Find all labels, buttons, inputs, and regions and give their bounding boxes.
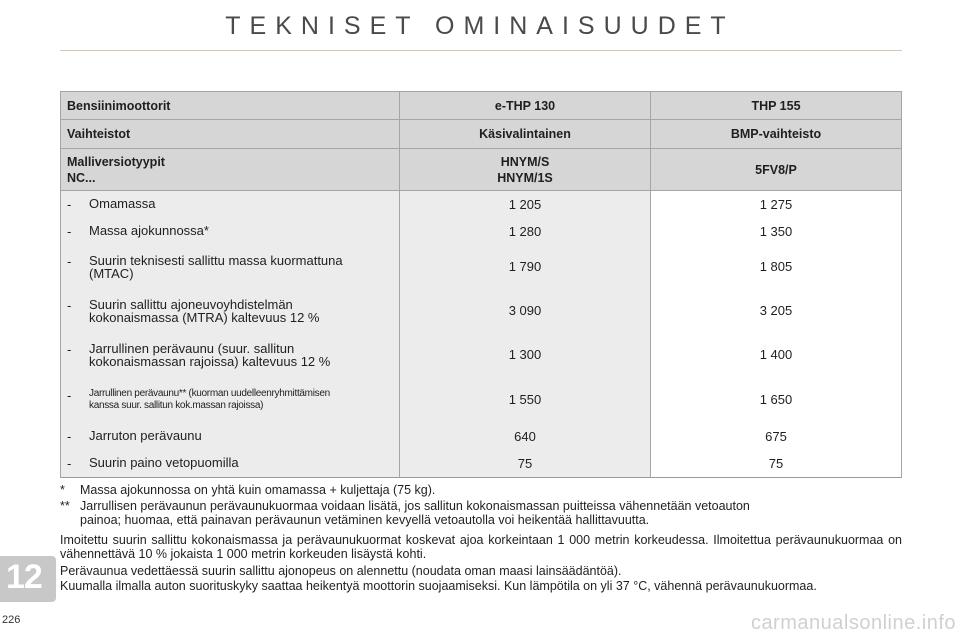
header-col-2 [651, 92, 902, 120]
value-thp155: 1 400 [651, 333, 902, 377]
row-dash: - [67, 253, 72, 269]
title-divider [60, 50, 902, 51]
row-label-cell [61, 289, 400, 333]
row-dash: - [67, 428, 72, 444]
row-label-line: Suurin sallittu ajoneuvoyhdistelmän [89, 296, 293, 312]
row-label-line: Massa ajokunnossa* [89, 223, 209, 238]
table-row [61, 245, 902, 289]
chapter-tab [0, 556, 56, 602]
paragraph-hot-weather: Kuumalla ilmalla auton suorituskyky saattaa heikentyä moottorin suojaamiseksi. Kun lämpötila on yli 37 °C, vähennä perävaunukuormaa. [60, 579, 817, 593]
value-ethp130: 640 [400, 423, 651, 450]
table-row [61, 333, 902, 377]
value-ethp130: 1 300 [400, 333, 651, 377]
value-thp155: 75 [651, 450, 902, 478]
row-label-line: Jarrullinen perävaunu** (kuorman uudelleenryhmittämisen [89, 387, 330, 399]
footnote-2 [60, 499, 902, 527]
row-label-line: Omamassa [89, 196, 156, 212]
table-row [61, 219, 902, 245]
row-label-line: kokonaismassan rajoissa) kaltevuus 12 % [89, 353, 331, 369]
row-dash: - [67, 341, 72, 357]
table-row [61, 450, 902, 478]
header-label [61, 149, 400, 191]
table-row [61, 377, 902, 423]
row-label-cell [61, 450, 400, 478]
row-label-line: Jarrullinen perävaunu (suur. sallitun [89, 340, 295, 356]
value-ethp130: 75 [400, 450, 651, 478]
footnote-1 [60, 483, 902, 497]
row-dash: - [67, 197, 72, 213]
header-col-2 [651, 149, 902, 191]
header-col-1-line: HNYM/1S [497, 170, 553, 185]
footnote-1-text: Massa ajokunnossa on yhtä kuin omamassa + kuljettaja (75 kg). [80, 483, 436, 497]
header-label [61, 92, 400, 120]
row-label-cell [61, 245, 400, 289]
value-ethp130: 1 205 [400, 191, 651, 219]
page-number: 226 [2, 614, 21, 626]
table-header-row [61, 92, 902, 120]
value-ethp130: 1 550 [400, 377, 651, 423]
row-label-cell [61, 333, 400, 377]
footnote-2-line-2: painoa; huomaa, että painavan perävaunun vetäminen kevyellä vetoautolla voi heikentää hallittavuutta. [80, 513, 650, 527]
row-dash: - [67, 297, 72, 313]
value-thp155: 1 650 [651, 377, 902, 423]
value-thp155: 3 205 [651, 289, 902, 333]
table-header-row [61, 120, 902, 149]
header-col-2 [651, 120, 902, 149]
header-label-line: Malliversiotyypit [67, 154, 165, 169]
row-label-cell [61, 191, 400, 219]
value-thp155: 675 [651, 423, 902, 450]
row-label-cell [61, 219, 400, 245]
value-thp155: 1 350 [651, 219, 902, 245]
header-col-1 [400, 120, 651, 149]
header-label-line: Vaihteistot [67, 127, 131, 141]
table-row [61, 191, 902, 219]
row-label-line: kokonaismassa (MTRA) kaltevuus 12 % [89, 309, 320, 325]
row-label-line: (MTAC) [89, 265, 134, 281]
row-label-cell [61, 423, 400, 450]
value-ethp130: 3 090 [400, 289, 651, 333]
footnote-2-mark: ** [60, 499, 70, 513]
row-dash: - [67, 455, 72, 471]
row-dash: - [67, 387, 72, 403]
paragraph-altitude: Imoitettu suurin sallittu kokonaismassa ja perävaunukuormat koskevat ajoa korkeintaan 1 000 metrin korkeudessa. Ilmoitettua perävaunukuormaa on vähennettävä 10 % jokaista 1 000 metrin korkeuden lisäystä kohti. [60, 533, 902, 561]
header-label-line: NC... [67, 170, 96, 185]
table-row [61, 289, 902, 333]
row-label-line: Suurin teknisesti sallittu massa kuormattuna [89, 252, 343, 268]
footnote-2-line-1: Jarrullisen perävaunun perävaunukuormaa voidaan lisätä, jos sallitun kokonaismassan puitteissa vähennetään vetoauton [80, 499, 750, 513]
header-col-2-line: 5FV8/P [755, 162, 797, 177]
header-col-1 [400, 149, 651, 191]
header-col-1-line: Käsivalintainen [479, 127, 571, 141]
value-ethp130: 1 790 [400, 245, 651, 289]
header-col-1-line: e-THP 130 [494, 98, 556, 113]
watermark: carmanualsonline.info [750, 612, 956, 634]
paragraph-speed: Perävaunua vedettäessä suurin sallittu ajonopeus on alennettu (noudata oman maasi lainsäädäntöä). [60, 564, 622, 578]
table-row [61, 423, 902, 450]
specifications-table [60, 91, 902, 478]
value-ethp130: 1 280 [400, 219, 651, 245]
header-col-2-line: BMP-vaihteisto [730, 127, 822, 141]
row-label-line: kanssa suur. sallitun kok.massan rajoissa) [89, 399, 264, 411]
chapter-number: 12 [6, 558, 42, 596]
value-thp155: 1 805 [651, 245, 902, 289]
table-header-row [61, 149, 902, 191]
row-label-line: Jarruton perävaunu [89, 427, 202, 443]
header-col-1-line: HNYM/S [500, 154, 550, 169]
header-col-2-line: THP 155 [751, 98, 801, 113]
value-thp155: 1 275 [651, 191, 902, 219]
header-label [61, 120, 400, 149]
row-label-line: Suurin paino vetopuomilla [89, 454, 239, 470]
header-col-1 [400, 92, 651, 120]
row-label-cell [61, 377, 400, 423]
footnote-1-mark: * [60, 483, 65, 497]
page-title: TEKNISET OMINAISUUDET [225, 12, 735, 40]
header-label-line: Bensiinimoottorit [67, 98, 171, 113]
row-dash: - [67, 224, 72, 239]
